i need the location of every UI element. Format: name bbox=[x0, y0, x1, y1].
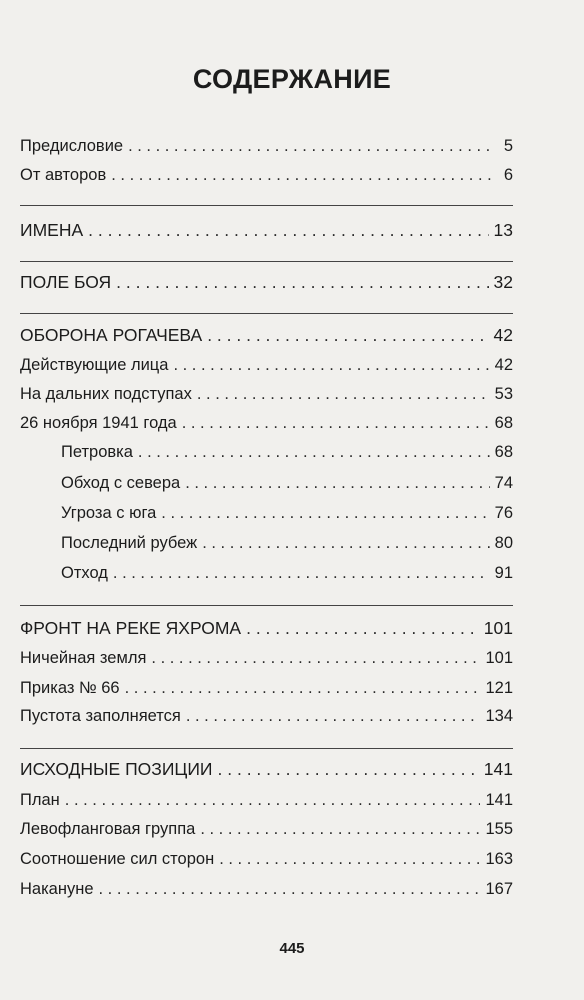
toc-entry-label: Левофланговая группа bbox=[20, 820, 196, 838]
toc-entry-label: Угроза с юга bbox=[61, 504, 157, 522]
dot-leader bbox=[200, 820, 480, 839]
toc-entry bbox=[20, 137, 513, 163]
dot-leader bbox=[88, 220, 488, 241]
toc-entry bbox=[20, 850, 513, 876]
toc-section-entry bbox=[20, 759, 513, 785]
toc-entry-label: ОБОРОНА РОГАЧЕВА bbox=[20, 325, 203, 345]
toc-entry-page: 121 bbox=[485, 679, 513, 697]
toc-entry-label: Предисловие bbox=[20, 137, 124, 155]
section-divider bbox=[20, 748, 513, 749]
toc-entry-page: 167 bbox=[485, 880, 513, 898]
toc-entry-label: Последний рубеж bbox=[61, 534, 198, 552]
toc-entry-page: 163 bbox=[485, 850, 513, 868]
dot-leader bbox=[125, 679, 481, 698]
page-number: 445 bbox=[279, 940, 305, 957]
dot-leader bbox=[128, 137, 492, 156]
dot-leader bbox=[138, 443, 490, 462]
toc-entry-label: Отход bbox=[61, 564, 108, 582]
dot-leader bbox=[111, 166, 492, 185]
dot-leader bbox=[173, 356, 489, 375]
section-divider bbox=[20, 205, 513, 206]
toc-entry-label: 26 ноября 1941 года bbox=[20, 414, 177, 432]
toc-entry-page: 141 bbox=[483, 759, 513, 779]
dot-leader bbox=[219, 850, 480, 869]
toc-entry-page: 68 bbox=[494, 443, 513, 461]
toc-entry-page: 53 bbox=[494, 385, 513, 403]
toc-section-entry bbox=[20, 325, 513, 351]
toc-entry-page: 68 bbox=[494, 414, 513, 432]
toc-entry-label: Обход с севера bbox=[61, 474, 181, 492]
dot-leader bbox=[185, 474, 489, 493]
toc-entry bbox=[20, 791, 513, 817]
toc-entry-label: ИСХОДНЫЕ ПОЗИЦИИ bbox=[20, 759, 213, 779]
toc-entry-page: 76 bbox=[494, 504, 513, 522]
toc-entry bbox=[20, 356, 513, 382]
toc-subentry bbox=[61, 443, 513, 469]
toc-entry bbox=[20, 414, 513, 440]
toc-entry-page: 5 bbox=[503, 137, 513, 155]
dot-leader bbox=[161, 504, 489, 523]
toc-entry-page: 134 bbox=[485, 707, 513, 725]
toc-entry-page: 91 bbox=[494, 564, 513, 582]
toc-entry-page: 101 bbox=[485, 649, 513, 667]
toc-entry bbox=[20, 385, 513, 411]
section-divider bbox=[20, 605, 513, 606]
toc-entry-page: 80 bbox=[494, 534, 513, 552]
dot-leader bbox=[207, 325, 488, 346]
dot-leader bbox=[151, 649, 480, 668]
toc-entry-label: ИМЕНА bbox=[20, 220, 84, 240]
toc-entry-label: ПОЛЕ БОЯ bbox=[20, 272, 112, 292]
toc-entry-label: Соотношение сил сторон bbox=[20, 850, 215, 868]
toc-entry-label: Петровка bbox=[61, 443, 133, 461]
toc-entry bbox=[20, 679, 513, 705]
dot-leader bbox=[182, 414, 490, 433]
toc-entry-page: 42 bbox=[494, 356, 513, 374]
toc-entry-label: Приказ № 66 bbox=[20, 679, 120, 697]
toc-section-entry bbox=[20, 272, 513, 298]
dot-leader bbox=[113, 564, 490, 583]
toc-entry-label: От авторов bbox=[20, 166, 107, 184]
dot-leader bbox=[99, 880, 481, 899]
toc-entry-page: 6 bbox=[503, 166, 513, 184]
section-divider bbox=[20, 261, 513, 262]
toc-entry-label: На дальних подступах bbox=[20, 385, 192, 403]
toc-section-entry bbox=[20, 618, 513, 644]
toc-entry-page: 101 bbox=[483, 618, 513, 638]
toc-entry-page: 13 bbox=[493, 220, 513, 240]
dot-leader bbox=[218, 759, 479, 780]
toc-entry-page: 42 bbox=[493, 325, 513, 345]
toc-subentry bbox=[61, 504, 513, 530]
toc-entry-label: ФРОНТ НА РЕКЕ ЯХРОМА bbox=[20, 618, 242, 638]
toc-subentry bbox=[61, 564, 513, 590]
dot-leader bbox=[197, 385, 490, 404]
toc-entry-page: 32 bbox=[493, 272, 513, 292]
toc-entry bbox=[20, 166, 513, 192]
toc-entry bbox=[20, 649, 513, 675]
toc-section-entry bbox=[20, 220, 513, 246]
toc-entry bbox=[20, 820, 513, 846]
dot-leader bbox=[116, 272, 488, 293]
section-divider bbox=[20, 313, 513, 314]
toc-entry-label: Действующие лица bbox=[20, 356, 169, 374]
toc-entry-page: 141 bbox=[485, 791, 513, 809]
toc-entry-label: Накануне bbox=[20, 880, 94, 898]
toc-entry-label: Ничейная земля bbox=[20, 649, 147, 667]
page-title: СОДЕРЖАНИЕ bbox=[192, 64, 392, 94]
toc-entry bbox=[20, 880, 513, 906]
dot-leader bbox=[186, 707, 481, 726]
dot-leader bbox=[246, 618, 479, 639]
toc-subentry bbox=[61, 474, 513, 500]
toc-subentry bbox=[61, 534, 513, 560]
toc-entry bbox=[20, 707, 513, 733]
dot-leader bbox=[65, 791, 481, 810]
toc-entry-page: 155 bbox=[485, 820, 513, 838]
toc-entry-label: Пустота заполняется bbox=[20, 707, 181, 725]
dot-leader bbox=[202, 534, 489, 553]
toc-entry-label: План bbox=[20, 791, 60, 809]
toc-entry-page: 74 bbox=[494, 474, 513, 492]
